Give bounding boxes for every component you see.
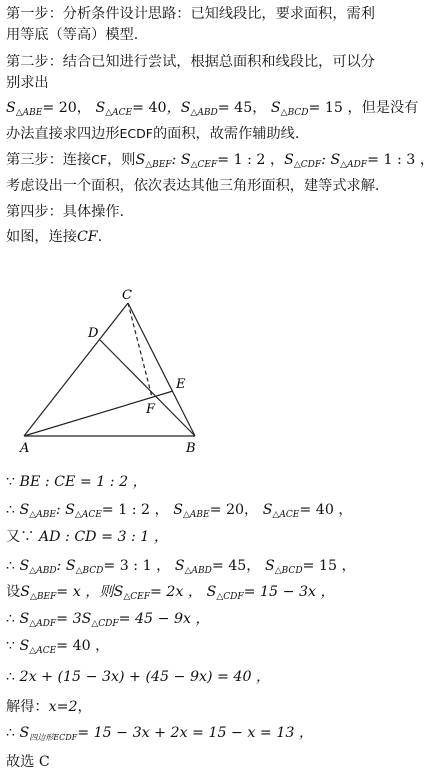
x-value: x=2: [48, 699, 78, 715]
eq-2x: = 2x ，: [149, 584, 203, 600]
s-abe: S: [19, 502, 30, 518]
label-f: F: [146, 402, 156, 417]
step3-s-cef-sub: △CEF: [190, 160, 218, 170]
final-result: = 15 − 3x + 2x = 15 − x = 13 ，: [77, 725, 314, 741]
s-bef: S: [20, 584, 30, 600]
s-quad-ecdf: S: [19, 725, 30, 741]
step4-cf: CF: [76, 229, 98, 245]
s-cdf-sub: △CDF: [216, 592, 244, 602]
value-15: = 15 ，: [302, 558, 356, 574]
area-s-bcd-value: = 15: [308, 100, 343, 116]
ratio-1-2: = 1 : 2 ，: [101, 502, 169, 518]
ratio-ad-cd: AD : CD = 3 : 1 ，: [38, 529, 169, 545]
step4-period: .: [97, 229, 103, 245]
s-ace-sub: △ACE: [74, 510, 102, 520]
s-abd: S: [19, 558, 30, 574]
value-20: = 20，: [209, 502, 259, 518]
s-bcd-2: S: [265, 558, 275, 574]
because-symbol: ∵: [6, 474, 16, 490]
s-bcd-sub: △BCD: [75, 566, 104, 576]
step3-s-adf: : S: [321, 152, 341, 168]
sol-line-5: [6, 582, 335, 607]
sol-line-3: [6, 527, 168, 547]
three-s-cdf: = 3S: [56, 611, 92, 627]
segment-ac: [24, 303, 128, 436]
step4-line1: 第四步：具体操作.: [6, 204, 125, 220]
step3-s-adf-sub: △ADF: [340, 160, 368, 170]
step3-s-cdf-sub: △CDF: [293, 160, 322, 170]
sol-line-7: [6, 636, 109, 661]
eq-15-3x: = 15 − 3x ，: [243, 584, 335, 600]
step3-cf: CF: [91, 152, 108, 167]
also-because-symbol: 又∵: [6, 529, 35, 545]
s-bcd: : S: [56, 558, 76, 574]
therefore-symbol: ∴: [6, 502, 16, 518]
quad-ecdf-label: ECDF: [119, 126, 153, 141]
s-cef: S: [113, 584, 124, 600]
s-abe-2-sub: △ABE: [183, 510, 210, 520]
area-s-bcd-sub: △BCD: [280, 108, 309, 118]
s-quad-ecdf-sub: 四边形ECDF: [29, 733, 78, 742]
s-bcd-2-sub: △BCD: [274, 566, 303, 576]
sol-line-6: [6, 609, 210, 634]
sol-line-10: [6, 723, 313, 748]
sol-line-1: [6, 472, 147, 492]
area-s-abe: S: [6, 100, 16, 116]
step1-line1: 第一步：分析条件设计思路：已知线段比，要求面积，需利: [6, 6, 375, 22]
step2-line2: 别求出: [6, 75, 49, 91]
value-45: = 45，: [211, 558, 261, 574]
step2-but-text: ，但是没有: [347, 100, 419, 116]
step3-line2: 考虑设出一个面积，依次表达其他三角形面积，建等式求解.: [6, 178, 380, 194]
solve-text: 解得：: [6, 699, 49, 715]
s-ace-3: S: [19, 638, 30, 654]
eq-x: = x ，则: [56, 584, 114, 600]
s-ace-2-sub: △ACE: [272, 510, 300, 520]
let-text: 设: [6, 584, 21, 600]
sol-line-11: 故选 C: [6, 754, 50, 770]
step4-connect-text: 如图，连接: [6, 229, 77, 245]
area-s-abe-value: = 20，: [42, 100, 91, 116]
label-a: A: [20, 441, 30, 456]
label-e: E: [176, 377, 186, 392]
step3-ratio1: = 1 : 2 ，: [217, 152, 285, 168]
s-abe-2: S: [173, 502, 183, 518]
ratio-3-1: = 3 : 1 ，: [103, 558, 171, 574]
segment-bd: [100, 340, 195, 436]
label-c: C: [122, 288, 132, 303]
eq-45-9x: = 45 − 9x ，: [118, 611, 210, 627]
label-d: D: [88, 326, 99, 341]
value-40: = 40 ，: [299, 502, 353, 518]
therefore-symbol-3: ∴: [6, 611, 16, 627]
area-s-abe-sub: △ABE: [15, 108, 43, 118]
therefore-symbol-2: ∴: [6, 558, 16, 574]
step2-line4: [6, 124, 299, 144]
segment-bc: [128, 303, 195, 436]
s-abd-2: S: [174, 558, 185, 574]
segment-ae: [24, 391, 173, 436]
s-abd-sub: △ABD: [29, 566, 57, 576]
sol-line-8: [6, 667, 270, 687]
step3-s-cef: : S: [171, 152, 191, 168]
three-s-cdf-sub: △CDF: [91, 619, 119, 629]
equation: 2x + (15 − 3x) + (45 − 9x) = 40 ，: [19, 669, 271, 685]
area-s-abd-sub: △ABD: [190, 108, 218, 118]
area-s-ace-value: = 40: [132, 100, 167, 116]
s-adf: S: [19, 611, 30, 627]
because-symbol-2: ∵: [6, 638, 16, 654]
s-abe-sub: △ABE: [29, 510, 56, 520]
therefore-symbol-4: ∴: [6, 669, 16, 685]
step3-ratio2: = 1 : 3 ，: [367, 152, 434, 168]
s-adf-sub: △ADF: [29, 619, 57, 629]
area-s-ace: S: [95, 100, 106, 116]
s-bef-sub: △BEF: [29, 592, 57, 602]
s-ace-3-sub: △ACE: [29, 646, 57, 656]
area-s-ace-sub: △ACE: [105, 108, 133, 118]
step3-a3: ，则: [107, 152, 136, 168]
step1-line2: 用等底（等高）模型.: [6, 27, 139, 43]
step2-line4-b: 的面积，故需作辅助线.: [152, 126, 300, 142]
value-40-2: = 40 ，: [56, 638, 110, 654]
step3-line1: [6, 150, 434, 175]
step4-line2: [6, 227, 102, 247]
sol-line-2: [6, 500, 353, 525]
area-s-bcd: S: [270, 100, 281, 116]
therefore-symbol-5: ∴: [6, 725, 16, 741]
step2-line1: 第二步：结合已知进行尝试，根据总面积和线段比，可以分: [6, 54, 375, 70]
label-b: B: [186, 441, 196, 456]
step3-s-bef-sub: △BEF: [145, 160, 172, 170]
step3-a1: 第三步：连接: [6, 152, 92, 168]
step3-s-cdf: S: [284, 152, 294, 168]
sol-line-4: [6, 556, 356, 581]
step3-s-bef: S: [135, 152, 146, 168]
segment-cf-dashed: [128, 303, 152, 397]
s-ace-2: S: [262, 502, 273, 518]
area-s-abd: ，S: [166, 100, 191, 116]
s-ace: : S: [55, 502, 75, 518]
s-abd-2-sub: △ABD: [184, 566, 212, 576]
sol-line-9: [6, 697, 92, 717]
area-s-abd-value: = 45，: [217, 100, 267, 116]
comma: ，: [77, 699, 92, 715]
s-cdf: S: [206, 584, 217, 600]
step2-line4-a: 办法直接求四边形: [6, 126, 120, 142]
s-cef-sub: △CEF: [123, 592, 150, 602]
ratio-be-ce: BE : CE = 1 : 2 ，: [19, 474, 147, 490]
step2-areas-line: [6, 98, 418, 123]
